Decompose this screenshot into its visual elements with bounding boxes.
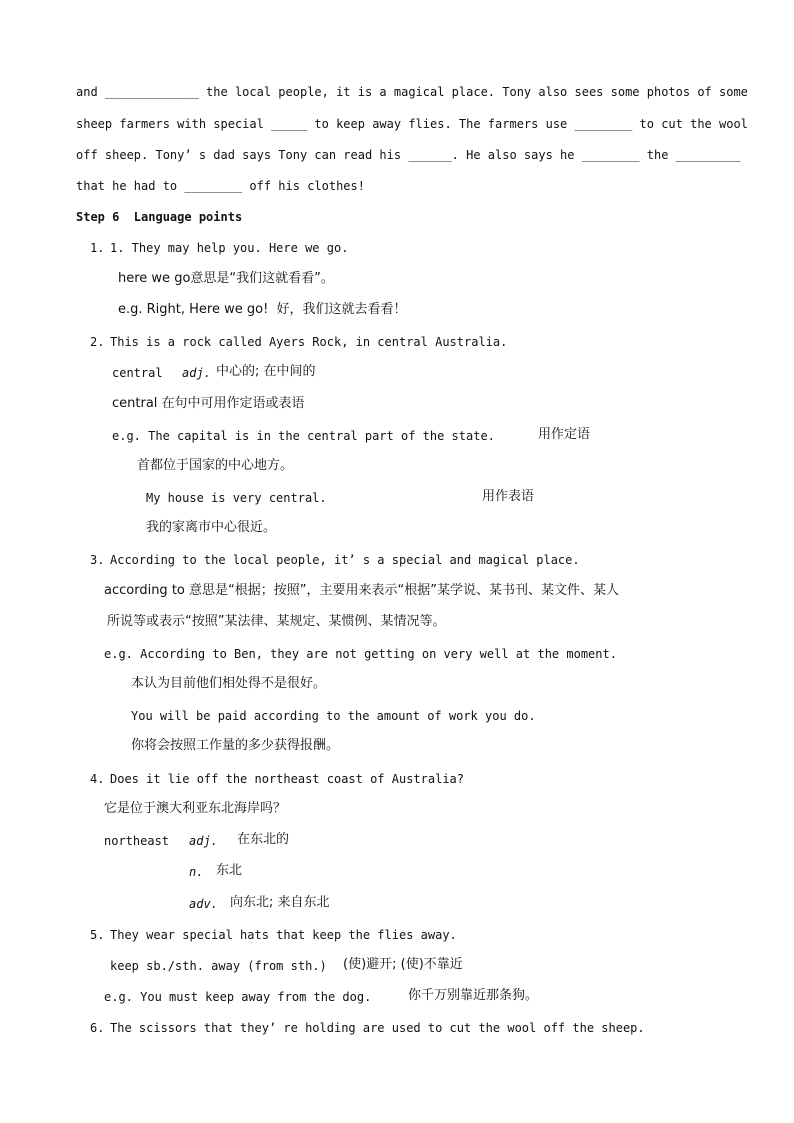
part-of-speech: adv. xyxy=(189,897,218,911)
example-translation: 你千万别靠近那条狗。 xyxy=(408,988,539,1003)
point-number: 1. xyxy=(90,241,105,255)
usage-label: 用作定语 xyxy=(538,427,591,442)
example-sentence: e.g. You must keep away from the dog. xyxy=(104,990,372,1004)
point-number: 4. xyxy=(90,772,105,786)
phrase-meaning: (使)避开; (使)不靠近 xyxy=(343,957,463,972)
example-translation: 我的家离市中心很近。 xyxy=(146,520,277,535)
point-sentence: The scissors that they’ re holding are used to cut the wool off the sheep. xyxy=(110,1021,645,1035)
example-translation: 首都位于国家的中心地方。 xyxy=(137,458,294,473)
example-translation: 你将会按照工作量的多少获得报酬。 xyxy=(131,738,340,753)
point-number: 6. xyxy=(90,1021,105,1035)
point-sentence: They wear special hats that keep the flies away. xyxy=(110,928,457,942)
phrase: keep sb./sth. away (from sth.) xyxy=(110,959,327,973)
example-sentence: You will be paid according to the amount of work you do. xyxy=(131,709,536,723)
passage-line-4: that he had to ________ off his clothes! xyxy=(76,179,365,193)
part-of-speech: n. xyxy=(189,865,204,879)
point-sentence: This is a rock called Ayers Rock, in central Australia. xyxy=(110,335,508,349)
vocab-meaning: 在东北的 xyxy=(237,832,290,847)
example-sentence: My house is very central. xyxy=(146,491,327,505)
point-explanation: here we go意思是“我们这就看看”。 xyxy=(118,271,334,286)
sentence-translation: 它是位于澳大利亚东北海岸吗？ xyxy=(104,801,287,816)
vocab-word: central xyxy=(112,366,163,380)
point-example: e.g. Right, Here we go! 好，我们这就去看看！ xyxy=(118,302,407,317)
vocab-meaning: 中心的; 在中间的 xyxy=(216,364,316,379)
point-explanation: 所说等或表示“按照”某法律、某规定、某惯例、某情况等。 xyxy=(107,614,446,629)
point-number: 3. xyxy=(90,553,105,567)
usage-note: central 在句中可用作定语或表语 xyxy=(112,396,305,411)
vocab-meaning: 向东北; 来自东北 xyxy=(230,895,330,910)
point-sentence: According to the local people, it’ s a special and magical place. xyxy=(110,553,580,567)
vocab-word: northeast xyxy=(104,834,170,848)
part-of-speech: adj. xyxy=(182,366,211,380)
point-sentence: 1. They may help you. Here we go. xyxy=(110,241,349,255)
example-translation: 本认为目前他们相处得不是很好。 xyxy=(131,676,327,691)
step6-heading: Step 6 Language points xyxy=(76,210,243,224)
example-sentence: e.g. According to Ben, they are not getting on very well at the moment. xyxy=(104,647,617,661)
example-sentence: e.g. The capital is in the central part of the state. xyxy=(112,429,495,443)
vocab-meaning: 东北 xyxy=(216,863,243,878)
point-sentence: Does it lie off the northeast coast of Australia? xyxy=(110,772,465,786)
passage-line-3: off sheep. Tony’ s dad says Tony can read his ______. He also says he ________ the _________ xyxy=(76,148,741,162)
point-number: 2. xyxy=(90,335,105,349)
point-explanation: according to 意思是“根据；按照”，主要用来表示“根据”某学说、某书刊、某文件、某人 xyxy=(104,583,619,598)
passage-line-1: and _____________ the local people, it is a magical place. Tony also sees some photos of some xyxy=(76,85,748,99)
part-of-speech: adj. xyxy=(189,834,218,848)
passage-line-2: sheep farmers with special _____ to keep away flies. The farmers use ________ to cut the wool xyxy=(76,117,748,131)
usage-label: 用作表语 xyxy=(482,489,535,504)
point-number: 5. xyxy=(90,928,105,942)
